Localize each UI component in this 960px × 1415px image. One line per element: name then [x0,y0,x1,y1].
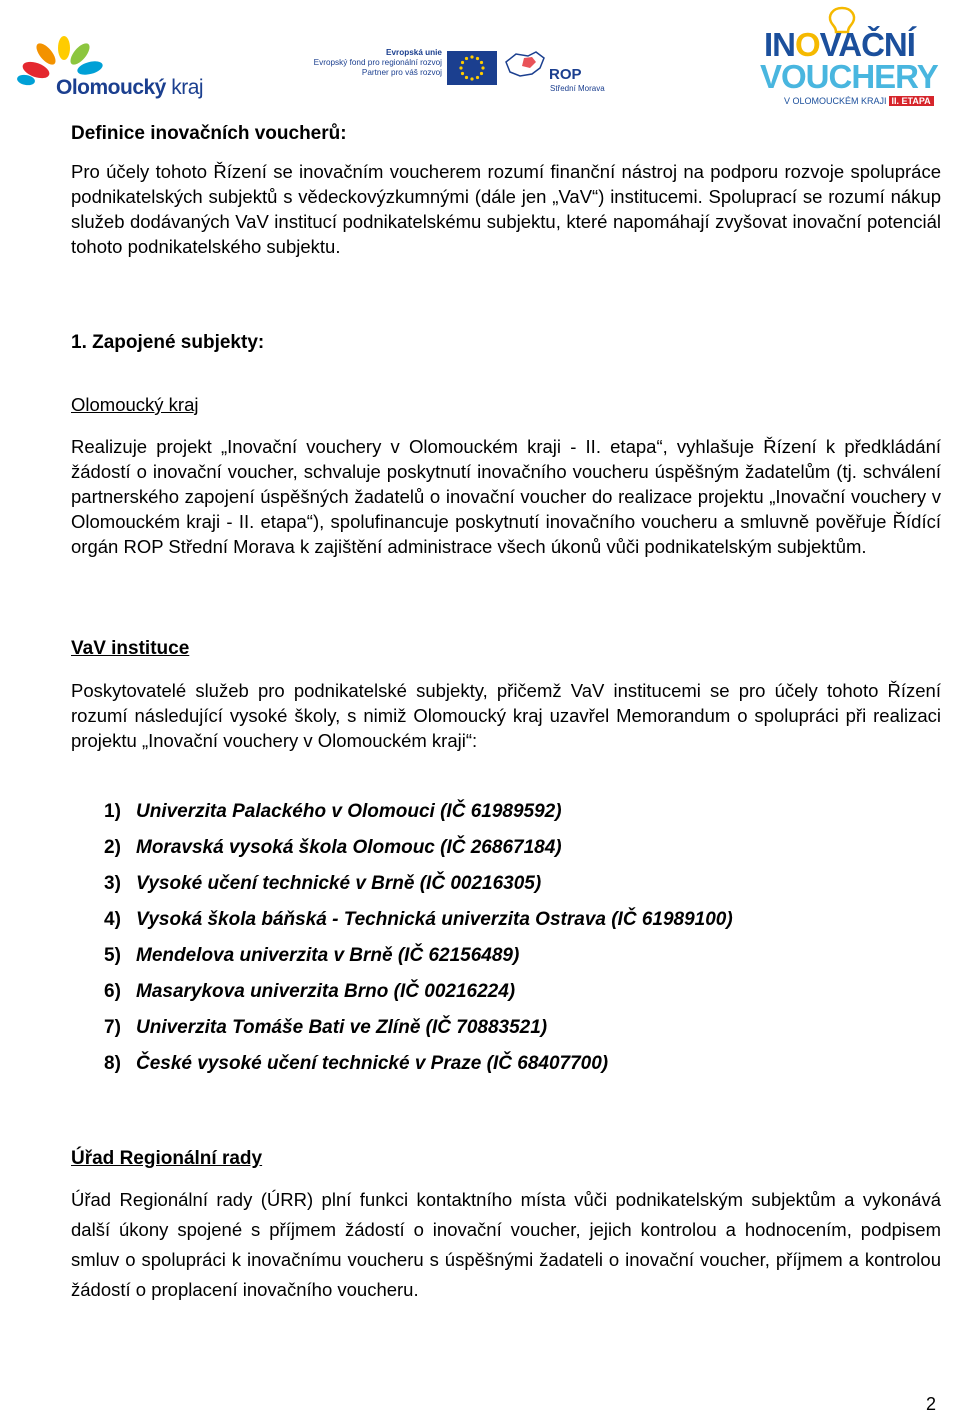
list-item: 6) Masarykova univerzita Brno (IČ 00216224) [104,981,516,1002]
list-item: 1) Univerzita Palackého v Olomouci (IČ 61989592) [104,801,562,822]
rop-subtitle: Střední Morava [550,84,605,93]
olomoucky-kraj-text: Realizuje projekt „Inovační vouchery v Olomouckém kraji - II. etapa“, vyhlašuje Řízení k předkládání žádostí o inovační voucher, schvaluje poskytnutí inovačního voucheru úspěšným žadatelům (tj. schválení partnerského zapojení úspěšných žadatelů o inovační voucher do realizace projektu „Inovační vouchery v Olomouckém kraji - II. etapa“), spolufinancuje poskytnutí inovačního voucheru a smluvně pověřuje Řídící orgán ROP Střední Morava k zajištění administrace všech úkonů vůči podnikatelským subjektům. [71,436,941,557]
vav-heading: VaV instituce [71,638,190,659]
list-item: 7) Univerzita Tomáše Bati ve Zlíně (IČ 70883521) [104,1017,548,1038]
inovacni-vouchery-line2: VOUCHERY [760,58,938,95]
page-number: 2 [926,1394,937,1414]
vav-text: Poskytovatelé služeb pro podnikatelské subjekty, přičemž VaV institucemi se pro účely tohoto Řízení rozumí následující vysoké školy, s nimiž Olomoucký kraj uzavřel Memorandum o spolupráci při realizaci projektu „Inovační vouchery v Olomouckém kraji“: [71,680,941,751]
list-item: 8) České vysoké učení technické v Praze (IČ 68407700) [104,1053,609,1074]
list-item: 2) Moravská vysoká škola Olomouc (IČ 26867184) [104,837,562,858]
olomoucky-kraj-subheading: Olomoucký kraj [71,394,199,415]
rop-text: ROP [549,66,582,83]
list-item: 4) Vysoká škola báňská - Technická univerzita Ostrava (IČ 61989100) [104,909,733,930]
section-heading: 1. Zapojené subjekty: [71,332,265,353]
olomoucky-kraj-wordmark: Olomoucký kraj [56,76,204,99]
urr-heading: Úřad Regionální rady [71,1148,263,1169]
list-item: 3) Vysoké učení technické v Brně (IČ 00216305) [104,873,542,894]
definition-text: Pro účely tohoto Řízení se inovačním voucherem rozumí finanční nástroj na podporu rozvoje spolupráce podnikatelských subjektů s vědeckovýzkumnými (dále jen „VaV“) institucemi. Spoluprací se rozumí nákup služeb dodávaných VaV institucí podnikatelskému subjektu, které napomáhají zvyšovat inovační potenciál tohoto podnikatelského subjektu. [71,161,941,257]
eu-rop-logo [306,48,606,98]
definition-heading: Definice inovačních voucherů: [71,123,347,144]
eu-logo-text: Evropská unie Evropský fond pro regionální rozvoj Partner pro váš rozvoj [313,48,442,77]
inovacni-vouchery-logo [756,6,956,110]
etapa-badge: II. ETAPA [889,96,934,106]
eu-flag-icon [447,51,497,85]
list-item: 5) Mendelova univerzita v Brně (IČ 62156489) [104,945,520,966]
vav-list [104,798,733,1086]
olomoucky-kraj-logo [12,36,222,106]
inovacni-vouchery-line3: V OLOMOUCKÉM KRAJI II. ETAPA [784,96,934,106]
urr-text: Úřad Regionální rady (ÚRR) plní funkci kontaktního místa vůči podnikatelským subjektům a vykonává další úkony spojené s příjmem žádostí o inovační voucher, jejich kontrolou a hodnocením, podpisem smluv o spolupráci k inovačnímu voucheru s úspěšnými žadateli o inovační voucher, příjmem a kontrolou žádostí o proplacení inovačního voucheru. [71,1189,941,1300]
inovacni-vouchery-line1: INOVAČNÍ [764,26,915,63]
